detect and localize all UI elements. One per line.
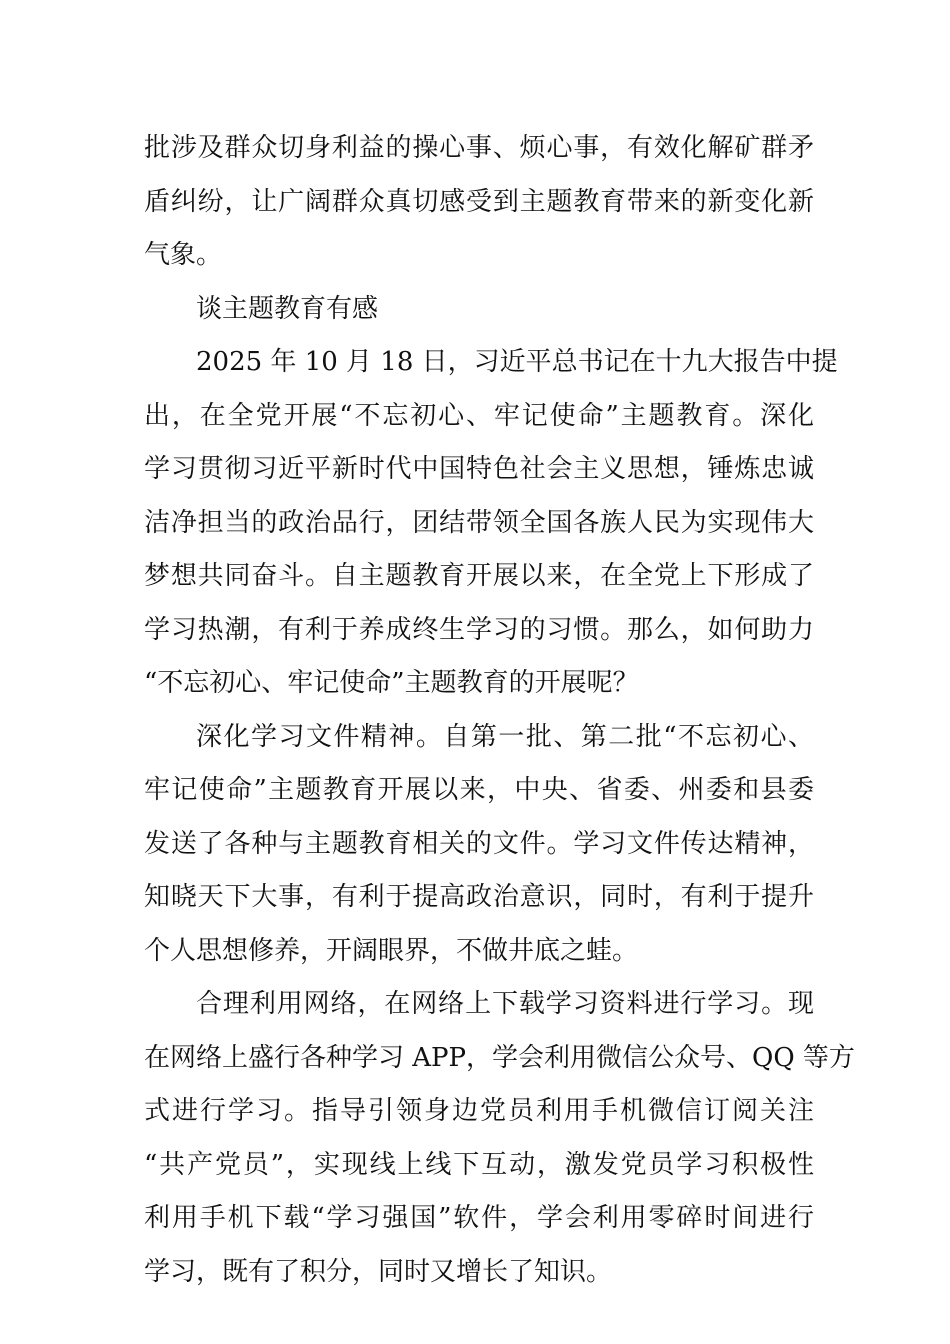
text-line: 盾纠纷，让广阔群众真切感受到主题教育带来的新变化新: [144, 186, 814, 217]
text-line: 知晓天下大事，有利于提高政治意识，同时，有利于提升: [144, 882, 814, 912]
text-line: 深化学习文件精神。自第一批、第二批“不忘初心、: [196, 721, 814, 752]
text-line: 牢记使命”主题教育开展以来，中央、省委、州委和县委: [144, 775, 814, 805]
text-line: 合理利用网络，在网络上下载学习资料进行学习。现: [196, 989, 814, 1019]
text-line: 洁净担当的政治品行，团结带领全国各族人民为实现伟大: [144, 507, 814, 538]
text-line: 出，在全党开展“不忘初心、牢记使命”主题教育。深化: [144, 400, 814, 431]
text-line: 发送了各种与主题教育相关的文件。学习文件传达精神，: [144, 828, 814, 859]
text-line: 批涉及群众切身利益的操心事、烦心事，有效化解矿群矛: [144, 133, 814, 163]
text-line: 学习贯彻习近平新时代中国特色社会主义思想，锤炼忠诚: [144, 454, 814, 484]
text-line: 利用手机下载“学习强国”软件，学会利用零碎时间进行: [144, 1203, 814, 1233]
text-line: 学习热潮，有利于养成终生学习的习惯。那么，如何助力: [144, 614, 814, 645]
text-line: 谈主题教育有感: [196, 293, 379, 324]
text-line: 个人思想修养，开阔眼界，不做井底之蛙。: [144, 935, 639, 966]
document-body: [144, 122, 855, 1299]
text-line: 式进行学习。指导引领身边党员利用手机微信订阅关注: [144, 1096, 814, 1126]
text-line: 气象。: [144, 240, 223, 270]
text-line: 2025 年 10 月 18 日，习近平总书记在十九大报告中提: [196, 347, 838, 377]
text-line: 梦想共同奋斗。自主题教育开展以来，在全党上下形成了: [144, 561, 814, 591]
text-line: 在网络上盛行各种学习 APP，学会利用微信公众号、QQ 等方: [144, 1042, 855, 1073]
text-line: 学习，既有了积分，同时又增长了知识。: [144, 1256, 613, 1287]
text-line: “不忘初心、牢记使命”主题教育的开展呢？: [144, 668, 639, 698]
text-line: “共产党员”，实现线上线下互动，激发党员学习积极性: [144, 1149, 814, 1180]
